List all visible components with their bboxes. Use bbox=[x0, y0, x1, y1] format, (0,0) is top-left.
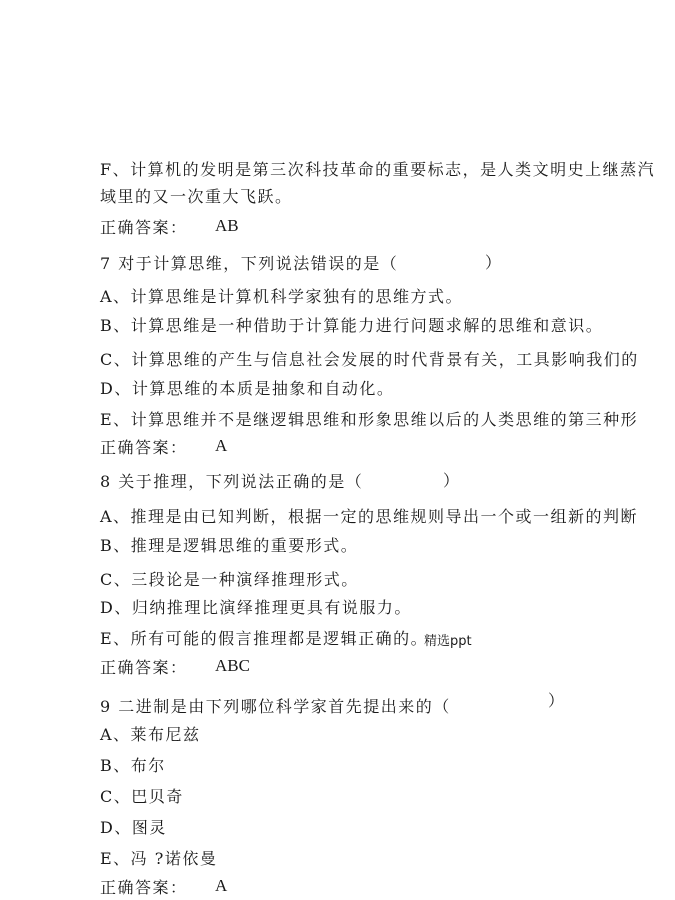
q9-option-d: D、图灵 bbox=[100, 818, 167, 837]
q8-answer-value: ABC bbox=[215, 656, 250, 675]
watermark-text: 精选ppt bbox=[424, 634, 472, 649]
q7-option-d: D、计算思维的本质是抽象和自动化。 bbox=[100, 379, 395, 398]
q9-option-b: B、布尔 bbox=[100, 756, 166, 775]
q7-question: 7 对于计算思维，下列说法错误的是（ bbox=[100, 254, 399, 273]
q8-paren-close: ） bbox=[443, 473, 460, 490]
q7-option-c: C、计算思维的产生与信息社会发展的时代背景有关，工具影响我们的 bbox=[100, 350, 639, 369]
q6-option-f-line2: 域里的又一次重大飞跃。 bbox=[100, 187, 293, 206]
q8-option-d: D、归纳推理比演绎推理更具有说服力。 bbox=[100, 598, 412, 617]
q7-option-a: A、计算思维是计算机科学家独有的思维方式。 bbox=[100, 287, 464, 306]
q9-option-e: E、冯 ?诺依曼 bbox=[100, 849, 218, 868]
q7-option-b: B、计算思维是一种借助于计算能力进行问题求解的思维和意识。 bbox=[100, 316, 604, 335]
q6-answer-label: 正确答案： bbox=[100, 218, 188, 237]
q6-option-f-line1: F、计算机的发明是第三次科技革命的重要标志，是人类文明史上继蒸汽 bbox=[100, 160, 656, 179]
q6-answer-value: AB bbox=[215, 216, 239, 235]
q8-option-e: E、所有可能的假言推理都是逻辑正确的。 bbox=[100, 629, 429, 648]
q9-option-c: C、巴贝奇 bbox=[100, 787, 184, 806]
q8-option-b: B、推理是逻辑思维的重要形式。 bbox=[100, 536, 359, 555]
q8-option-c: C、三段论是一种演绎推理形式。 bbox=[100, 570, 359, 589]
q7-answer-value: A bbox=[215, 436, 228, 455]
q8-option-a: A、推理是由已知判断，根据一定的思维规则导出一个或一组新的判断 bbox=[100, 507, 639, 526]
q9-answer-label: 正确答案： bbox=[100, 878, 188, 897]
q7-option-e: E、计算思维并不是继逻辑思维和形象思维以后的人类思维的第三种形 bbox=[100, 410, 639, 429]
q7-paren-close: ） bbox=[485, 255, 502, 272]
q7-answer-label: 正确答案： bbox=[100, 438, 188, 457]
q9-question: 9 二进制是由下列哪位科学家首先提出来的（ bbox=[100, 697, 451, 716]
q9-paren-close: ） bbox=[548, 693, 565, 710]
q8-question: 8 关于推理，下列说法正确的是（ bbox=[100, 472, 364, 491]
q9-answer-value: A bbox=[215, 876, 228, 895]
q8-answer-label: 正确答案： bbox=[100, 658, 188, 677]
q9-option-a: A、莱布尼兹 bbox=[100, 725, 201, 744]
